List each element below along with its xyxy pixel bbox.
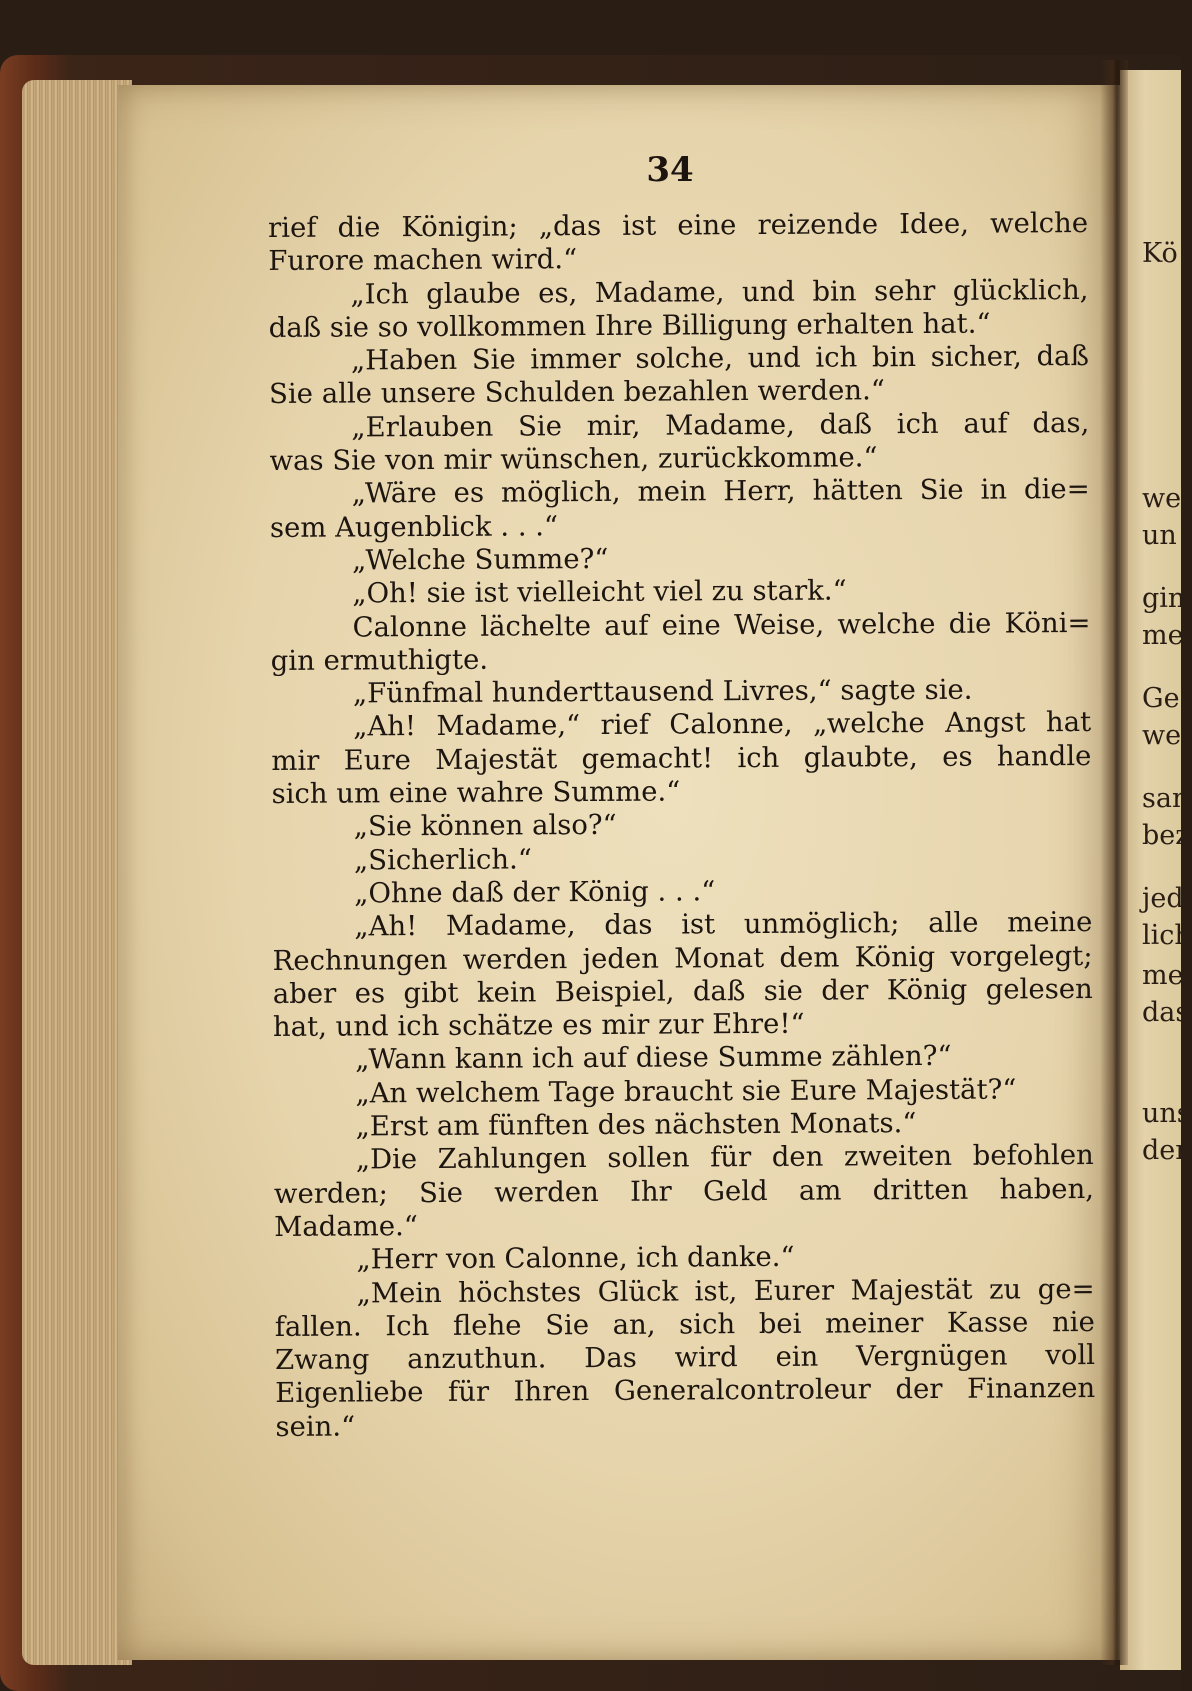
- next-page-fragment: we: [1142, 720, 1182, 751]
- text-line: „Ohne daß der König . . .“: [354, 875, 716, 910]
- text-line: fallen. Ich flehe Sie an, sich bei meiner Kasse nie: [274, 1305, 1095, 1343]
- text-line: „An welchem Tage braucht sie Eure Majestät?“: [355, 1073, 1017, 1110]
- text-line: „Erlauben Sie mir, Madame, daß ich auf das,: [351, 406, 1090, 444]
- next-page-fragment: un: [1142, 520, 1177, 551]
- next-page-fragment: san: [1142, 783, 1190, 814]
- text-line: „Fünfmal hunderttausend Livres,“ sagte sie.: [352, 673, 973, 710]
- text-line: Eigenliebe für Ihren Generalcontroleur der Finanzen: [275, 1372, 1096, 1410]
- text-line: „Ah! Madame,“ rief Calonne, „welche Angst hat: [353, 706, 1092, 743]
- next-page-fragment: bez: [1142, 820, 1190, 851]
- text-line: sem Augenblick . . .“: [269, 509, 559, 544]
- text-line: „Mein höchstes Glück ist, Eurer Majestät zu ge=: [356, 1272, 1095, 1309]
- page-edges: [22, 80, 132, 1665]
- next-page-fragment: uns: [1142, 1098, 1191, 1129]
- text-line: aber es gibt kein Beispiel, daß sie der König gelesen: [272, 972, 1093, 1010]
- next-page-fragment: lich: [1142, 920, 1192, 951]
- text-line: „Die Zahlungen sollen für den zweiten befohlen: [355, 1139, 1094, 1176]
- next-page-fragment: jed: [1142, 883, 1184, 914]
- text-line: Sie alle unsere Schulden bezahlen werden.“: [269, 374, 885, 411]
- text-line: rief die Königin; „das ist eine reizende Idee, welche: [268, 206, 1089, 244]
- next-page-fragment: gin: [1142, 583, 1186, 614]
- text-line: „Sicherlich.“: [353, 843, 532, 877]
- next-page-fragment: der: [1142, 1135, 1189, 1166]
- text-line: „Wäre es möglich, mein Herr, hätten Sie in die=: [351, 473, 1090, 510]
- text-line: „Wann kann ich auf diese Summe zählen?“: [355, 1040, 952, 1076]
- text-line: „Sie können also?“: [353, 809, 617, 843]
- next-page-fragment: Ge: [1142, 683, 1180, 714]
- text-line: was Sie von mir wünschen, zurückkomme.“: [269, 441, 878, 478]
- text-line: Calonne lächelte auf eine Weise, welche die Köni=: [352, 606, 1091, 644]
- next-page-fragment: we: [1142, 483, 1182, 514]
- page-number: 34: [646, 150, 694, 190]
- text-line: „Haben Sie immer solche, und ich bin sicher, daß: [350, 340, 1089, 377]
- text-line: Rechnungen werden jeden Monat dem König vorgelegt;: [272, 939, 1093, 977]
- text-line: gin ermuthigte.: [270, 643, 489, 677]
- text-line: sich um eine wahre Summe.“: [271, 775, 681, 811]
- next-page-fragment: das: [1142, 997, 1190, 1028]
- text-line: „Erst am fünften des nächsten Monats.“: [355, 1107, 917, 1143]
- next-page-fragment: me: [1142, 960, 1184, 991]
- text-line: „Ah! Madame, das ist unmöglich; alle meine: [354, 906, 1093, 943]
- text-line: „Ich glaube es, Madame, und bin sehr glücklich,: [350, 273, 1089, 311]
- text-line: „Herr von Calonne, ich danke.“: [356, 1241, 795, 1276]
- next-page-fragment: Kö: [1142, 238, 1178, 269]
- next-page-fragment: me: [1142, 620, 1184, 651]
- book-gutter: [1100, 60, 1128, 1665]
- right-page-edge: [1120, 70, 1181, 1670]
- text-line: werden; Sie werden Ihr Geld am dritten haben,: [273, 1172, 1095, 1210]
- text-line: Zwang anzuthun. Das wird ein Vergnügen voll: [274, 1339, 1096, 1377]
- text-line: mir Eure Majestät gemacht! ich glaubte, es handle: [271, 739, 1092, 777]
- text-line: „Welche Summe?“: [352, 542, 609, 577]
- text-line: Furore machen wird.“: [268, 243, 578, 278]
- page-text: [268, 207, 1096, 1444]
- text-line: hat, und ich schätze es mir zur Ehre!“: [272, 1007, 805, 1044]
- text-line: sein.“: [275, 1410, 356, 1443]
- text-line: Madame.“: [274, 1210, 419, 1243]
- text-line: daß sie so vollkommen Ihre Billigung erhalten hat.“: [268, 307, 991, 344]
- text-line: „Oh! sie ist vielleicht viel zu stark.“: [352, 574, 847, 610]
